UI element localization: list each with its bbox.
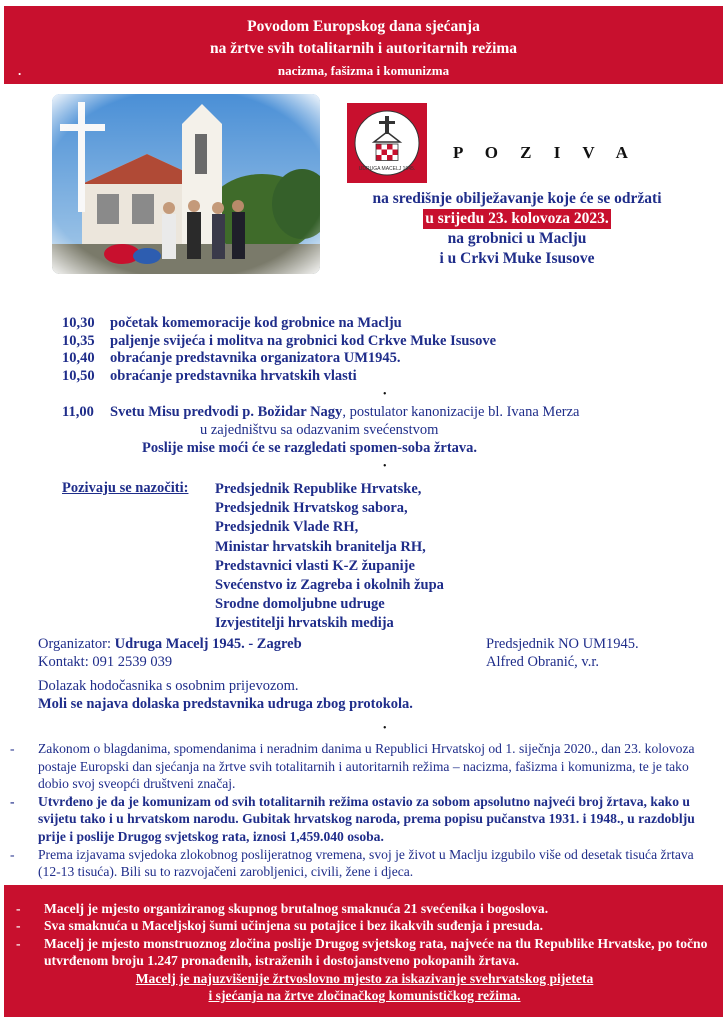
program-time: 10,30: [62, 315, 95, 331]
church-photo: [52, 94, 320, 274]
invite-line-3: na grobnici u Maclju: [447, 230, 587, 247]
footer-text: Macelj je mjesto monstruoznog zločina poslije Drugog svjetskog rata, najveće na tlu Republike Hrvatske, po točno utvrđenom broju 1.247 pronađenih, istraženih i dostojanstveno pokopanih žrtava.: [44, 935, 708, 969]
invited-item: Srodne domoljubne udruge: [215, 596, 385, 613]
invite-line-1: na središnje obilježavanje koje će se održati: [372, 190, 662, 207]
header-banner: [4, 6, 723, 84]
poziva-heading: P O Z I V A: [453, 143, 637, 162]
header-dot: .: [18, 63, 22, 78]
note-text: Prema izjavama svjedoka zlokobnog poslijeratnog vremena, svoj je život u Maclju izgubilo više od desetak tisuća žrtava (12-13 tisuća). Bili su to razvojačeni zarobljenici, civili, žene i djeca.: [38, 846, 694, 880]
program-text: obraćanje predstavnika hrvatskih vlasti: [110, 368, 357, 384]
bullet-separator: •: [383, 723, 387, 734]
program-text: obraćanje predstavnika organizatora UM1945.: [110, 350, 401, 366]
program-time: 10,40: [62, 350, 95, 366]
program-text: početak komemoracije kod grobnice na Maclju: [110, 315, 402, 331]
note-item: [10, 740, 710, 793]
mass-celebrant: Svetu Misu predvodi p. Božidar Nagy: [110, 404, 343, 420]
header-line-1: Povodom Europskog dana sjećanja: [247, 18, 480, 35]
invited-item: Predstavnici vlasti K-Z županije: [215, 557, 415, 574]
organizer-name: Udruga Macelj 1945. - Zagreb: [114, 636, 302, 652]
note-text: Zakonom o blagdanima, spomendanima i neradnim danima u Republici Hrvatskoj od 1. siječnja 2020., dan 23. kolovoza postaje Europski dan sjećanja na žrtve svih totalitarnih i autoritarnih režima – nacizma, fašizma i komunizma, te je tako dobio svoj sveopći društveni značaj.: [38, 741, 695, 792]
invited-item: Ministar hrvatskih branitelja RH,: [215, 538, 426, 555]
president-name: Alfred Obranić, v.r.: [486, 654, 600, 670]
notes-list: [10, 740, 710, 881]
bullet-separator: •: [383, 461, 387, 472]
mass-postulator: , postulator kanonizacije bl. Ivana Merza: [342, 404, 580, 420]
event-date: u srijedu 23. kolovoza 2023.: [425, 210, 609, 227]
footer-dash: -: [16, 901, 21, 916]
program-time: 10,35: [62, 333, 95, 349]
header-line-3: nacizma, fašizma i komunizma: [277, 63, 450, 78]
footer-closing-2: i sjećanja na žrtve zločinačkog komunističkog režima.: [208, 988, 521, 1004]
invited-list: [215, 480, 444, 634]
note-dash: -: [10, 846, 15, 862]
invited-item: Predsjednik Republike Hrvatske,: [215, 481, 422, 497]
footer-dash: -: [16, 918, 21, 934]
program-item: [62, 350, 401, 367]
footer-item: [16, 900, 713, 917]
bullet-separator: •: [383, 389, 387, 400]
invited-item: Predsjednik Vlade RH,: [215, 519, 359, 536]
mass-time: 11,00: [62, 404, 94, 420]
footer-closing-1: Macelj je najuzvišenije žrtvoslovno mjesto za iskazivanje svehrvatskog pijeteta: [135, 970, 594, 986]
invited-item: Svećenstvo iz Zagreba i okolnih župa: [215, 577, 444, 594]
organizer-contact: Kontakt: 091 2539 039: [38, 654, 173, 670]
organizer-line: [38, 636, 302, 653]
note-item: [10, 793, 710, 846]
footer-banner: [4, 885, 723, 1017]
invited-item: Izvjestitelji hrvatskih medija: [215, 615, 394, 632]
note-text: Utvrđeno je da je komunizam od svih totalitarnih režima ostavio za sobom apsolutno najveći broj žrtava, kako u svijetu tako i u hrvatskom narodu. Gubitak hrvatskog naroda, prema popisu pučanstva 1931. i 1948., u razdoblju prije i poslije Drugog svjetskog rata, iznosi 1,459.040 osoba.: [38, 793, 695, 844]
invitation-block: [327, 189, 707, 269]
arrival-note: Dolazak hodočasnika s osobnim prijevozom.: [38, 678, 299, 694]
footer-text: Sva smaknuća u Maceljskoj šumi učinjena su potajice i bez ikakvih suđenja i presuda.: [44, 918, 544, 934]
note-item: [10, 846, 710, 881]
header-line-2: na žrtve svih totalitarnih i autoritarnih režima: [209, 40, 518, 57]
program-time: 10,50: [62, 368, 95, 384]
invited-label: Pozivaju se nazočiti:: [62, 480, 189, 496]
mass-block: [62, 404, 579, 457]
program-item: [62, 333, 496, 350]
organizer-label: Organizator:: [38, 636, 112, 652]
president-title: Predsjednik NO UM1945.: [486, 636, 639, 652]
note-dash: -: [10, 741, 15, 756]
association-logo: [347, 103, 427, 183]
invite-line-4: i u Crkvi Muke Isusove: [439, 250, 595, 267]
logo-text: UDRUGA MACELJ 1945.: [358, 166, 416, 172]
program-item: [62, 368, 357, 385]
mass-clergy: u zajedništvu sa odazvanim svećenstvom: [200, 422, 439, 438]
footer-dash: -: [16, 935, 21, 951]
footer-item: [16, 917, 713, 934]
footer-item: [16, 935, 713, 970]
program-text: paljenje svijeća i molitva na grobnici kod Crkve Muke Isusove: [110, 333, 496, 349]
mass-memorial-room: Poslije mise moći će se razgledati spomen-soba žrtava.: [142, 440, 478, 456]
note-dash: -: [10, 793, 15, 809]
program-item: [62, 315, 402, 332]
footer-text: Macelj je mjesto organiziranog skupnog brutalnog smaknuća 21 svećenika i bogoslova.: [44, 901, 549, 916]
invited-item: Predsjednik Hrvatskog sabora,: [215, 500, 408, 517]
protocol-note: Moli se najava dolaska predstavnika udruga zbog protokola.: [38, 696, 413, 712]
